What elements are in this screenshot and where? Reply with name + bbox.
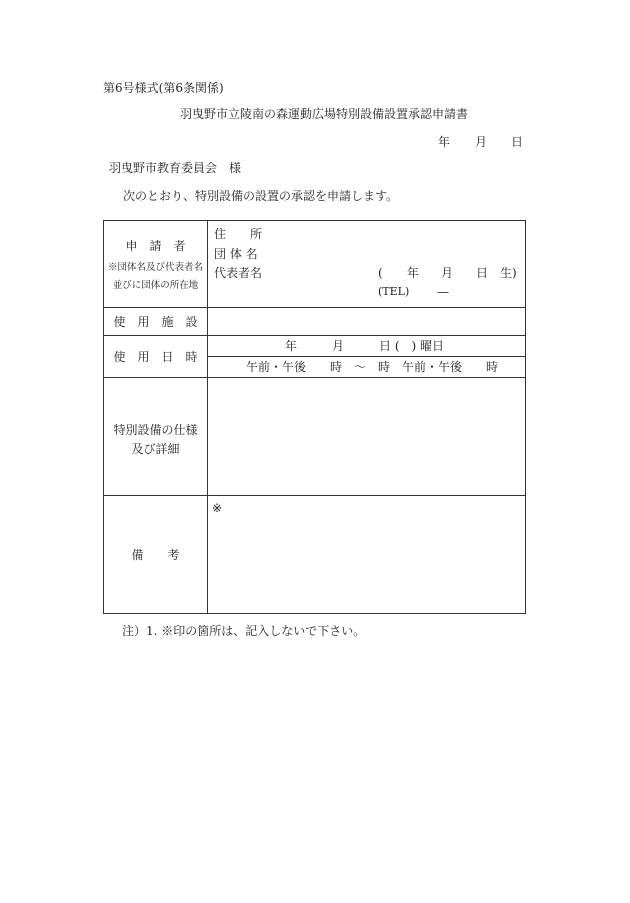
footnote: 注）1. ※印の箇所は、記入しないで下さい。 xyxy=(122,624,366,638)
birth-year-label: 年 xyxy=(407,266,420,280)
address-label: 住 所 xyxy=(214,227,263,241)
remarks-mark: ※ xyxy=(212,501,223,515)
usage-day-weekday: 日 ( ) 曜日 xyxy=(379,339,444,353)
tel-label: (TEL) xyxy=(378,285,410,298)
row-divider-3 xyxy=(103,377,526,378)
row-divider-date-inner xyxy=(207,356,526,357)
usage-date-label: 使 用 日 時 xyxy=(113,350,198,364)
tel-dash: — xyxy=(437,285,449,299)
date-day-label: 日 xyxy=(511,135,524,149)
birth-month-label: 月 xyxy=(441,266,454,280)
group-name-label: 団 体 名 xyxy=(214,247,258,261)
table-border-top xyxy=(103,220,526,221)
usage-year-label: 年 xyxy=(285,339,298,353)
spec-label-2: 及び詳細 xyxy=(131,442,180,456)
applicant-note-1: ※団体名及び代表者名 xyxy=(107,262,203,273)
representative-label: 代表者名 xyxy=(214,266,263,280)
facility-label: 使 用 施 設 xyxy=(113,315,198,329)
birth-day-label: 日 生) xyxy=(476,266,517,280)
addressee: 羽曳野市教育委員会 様 xyxy=(109,161,242,175)
spec-label-1: 特別設備の仕様 xyxy=(113,423,198,437)
row-divider-2 xyxy=(103,335,526,336)
table-border-bottom xyxy=(103,613,526,614)
table-column-divider xyxy=(207,220,208,614)
intro-text: 次のとおり、特別設備の設置の承認を申請します。 xyxy=(123,189,399,203)
date-year-label: 年 xyxy=(438,135,451,149)
table-border-right xyxy=(525,220,526,614)
applicant-heading: 申 請 者 xyxy=(125,239,186,253)
form-title: 羽曳野市立陵南の森運動広場特別設備設置承認申請書 xyxy=(180,107,469,121)
birth-open: ( xyxy=(378,266,383,280)
remarks-label: 備 考 xyxy=(131,548,180,562)
date-month-label: 月 xyxy=(475,135,488,149)
form-number: 第6号様式(第6条関係) xyxy=(103,81,224,95)
row-divider-4 xyxy=(103,495,526,496)
usage-month-label: 月 xyxy=(332,339,345,353)
applicant-note-2: 並びに団体の所在地 xyxy=(112,280,199,291)
usage-time-range: 午前・午後 時 〜 時 午前・午後 時 xyxy=(246,360,499,374)
row-divider-1 xyxy=(103,307,526,308)
